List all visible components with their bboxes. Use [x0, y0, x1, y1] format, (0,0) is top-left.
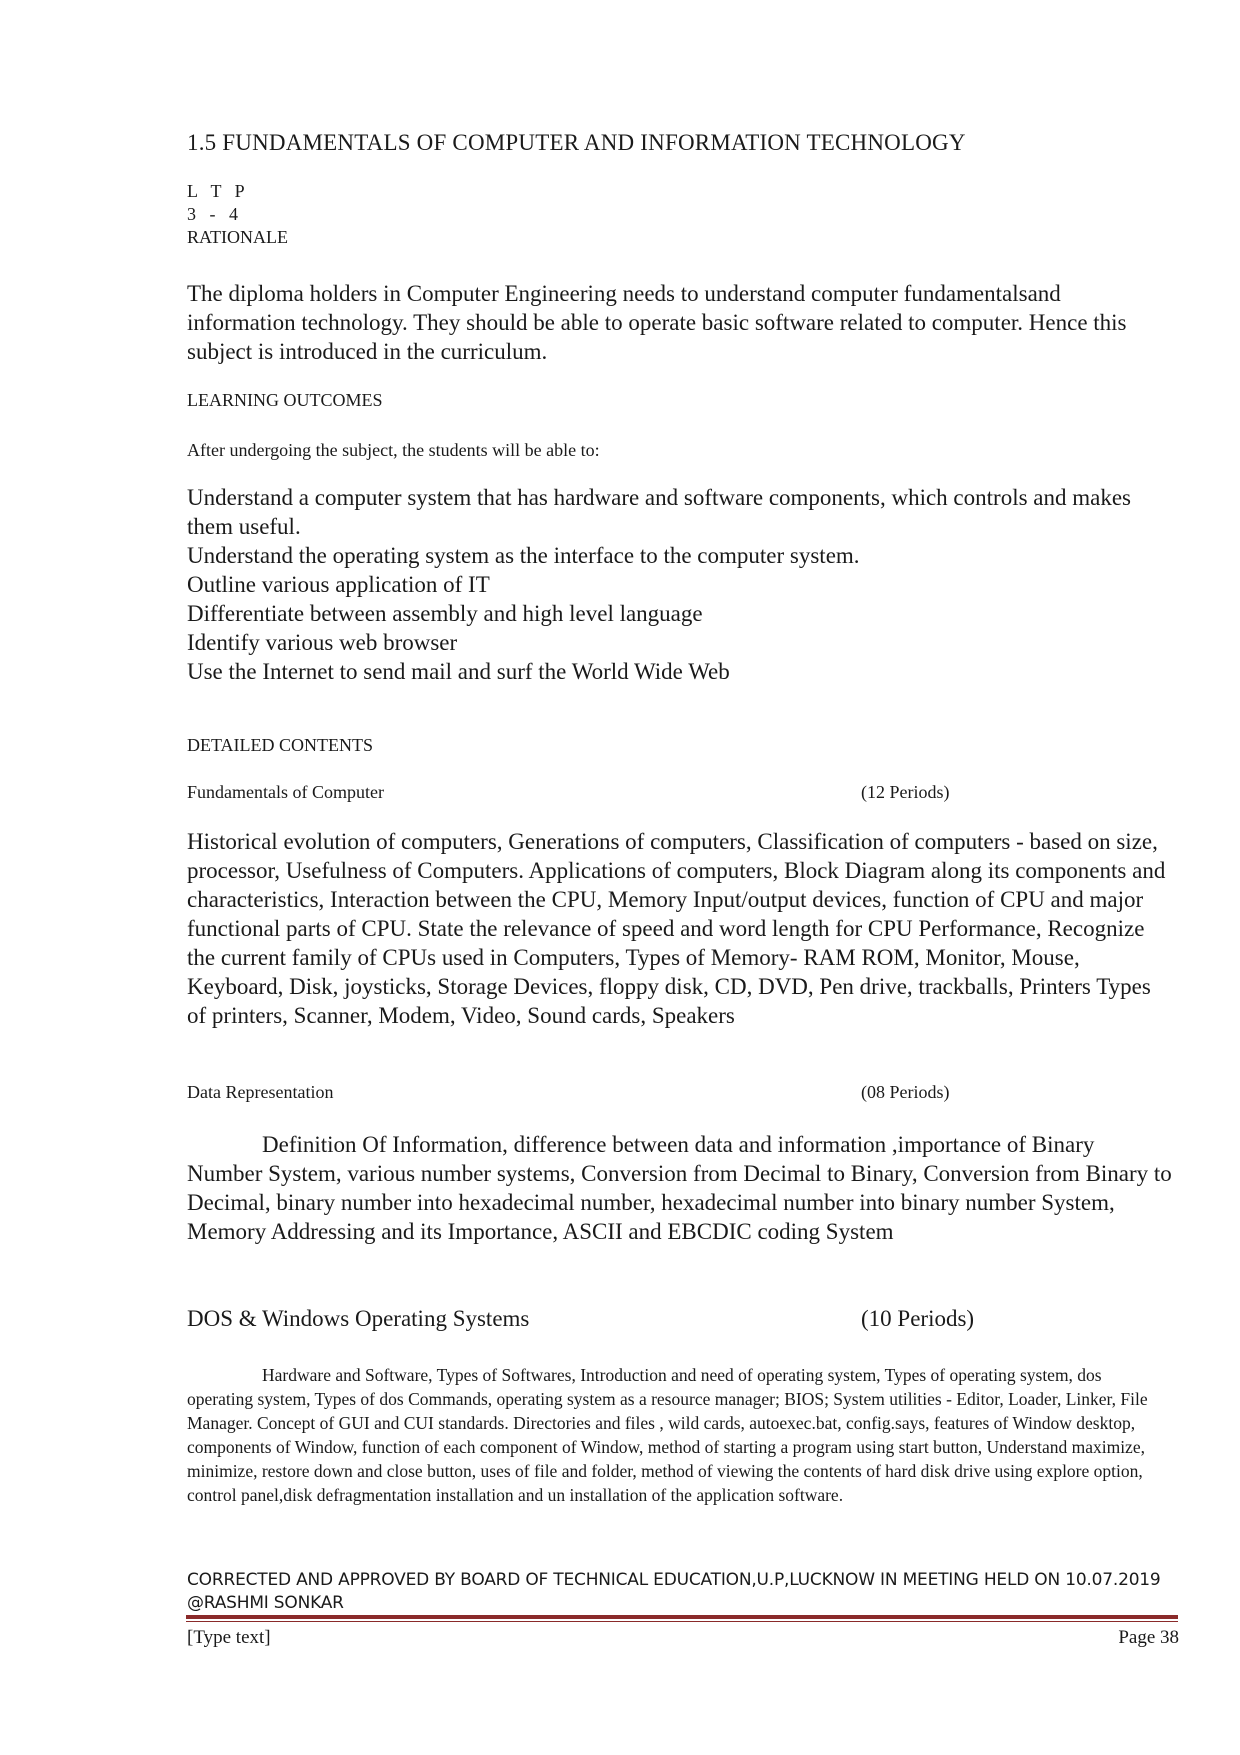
section-name: DOS & Windows Operating Systems	[187, 1306, 530, 1331]
section-periods: (08 Periods)	[861, 1082, 950, 1102]
list-item: Differentiate between assembly and high level language	[187, 601, 703, 626]
section-text-data-representation: Definition Of Information, difference between data and information ,importance of Binary Number System, various number systems, Conversion from Decimal to Binary, Conversion from Binary to Decimal, binary number into hexadecimal number, hexadecimal number into binary number System, Memory Addressing and its Importance, ASCII and EBCDIC coding System	[187, 1132, 1172, 1244]
ltp-values: 3 - 4	[187, 204, 238, 224]
rationale-heading: RATIONALE	[187, 227, 288, 247]
list-item: Understand the operating system as the interface to the computer system.	[187, 543, 860, 568]
learning-outcomes-heading: LEARNING OUTCOMES	[187, 390, 383, 410]
detailed-contents-heading: DETAILED CONTENTS	[187, 735, 374, 755]
approval-note: CORRECTED AND APPROVED BY BOARD OF TECHNICAL EDUCATION,U.P,LUCKNOW IN MEETING HELD ON 10.07.2019 @RASHMI SONKAR	[187, 1570, 1161, 1613]
learning-outcomes-list	[187, 483, 1172, 686]
section-text-fundamentals: Historical evolution of computers, Generations of computers, Classification of computers - based on size, processor, Usefulness of Computers. Applications of computers, Block Diagram along its components and characteristics, Interaction between the CPU, Memory Input/output devices, function of CPU and major functional parts of CPU. State the relevance of speed and word length for CPU Performance, Recognize the current family of CPUs used in Computers, Types of Memory- RAM ROM, Monitor, Mouse, Keyboard, Disk, joysticks, Storage Devices, floppy disk, CD, DVD, Pen drive, trackballs, Printers Types of printers, Scanner, Modem, Video, Sound cards, Speakers	[187, 829, 1166, 1028]
section-periods: (10 Periods)	[861, 1306, 975, 1331]
footer-rule-thin	[186, 1621, 1178, 1622]
rationale-text: The diploma holders in Computer Engineering needs to understand computer fundamentalsand information technology. They should be able to operate basic software related to computer. Hence this subject is introduced in the curriculum.	[187, 281, 1127, 364]
footer-left-text: [Type text]	[187, 1627, 271, 1648]
page-title: 1.5 FUNDAMENTALS OF COMPUTER AND INFORMATION TECHNOLOGY	[187, 130, 966, 155]
list-item: Understand a computer system that has hardware and software components, which controls and makes them useful.	[187, 485, 1131, 539]
learning-outcomes-intro: After undergoing the subject, the students will be able to:	[187, 440, 600, 460]
ltp-header: L T P	[187, 181, 245, 201]
section-periods: (12 Periods)	[861, 782, 950, 802]
section-text-dos-windows: Hardware and Software, Types of Softwares, Introduction and need of operating system, Types of operating system, dos operating system, Types of dos Commands, operating system as a resource manager; BIOS; System utilities - Editor, Loader, Linker, File Manager. Concept of GUI and CUI standards. Directories and files , wild cards, autoexec.bat, config.says, features of Window desktop, components of Window, function of each component of Window, method of starting a program using start button, Understand maximize, minimize, restore down and close button, uses of file and folder, method of viewing the contents of hard disk drive using explore option, control panel,disk defragmentation installation and un installation of the application software.	[187, 1365, 1148, 1505]
page-number: Page 38	[1118, 1627, 1179, 1648]
list-item: Outline various application of IT	[187, 572, 490, 597]
section-name: Data Representation	[187, 1082, 334, 1102]
list-item: Identify various web browser	[187, 630, 458, 655]
section-name: Fundamentals of Computer	[187, 782, 384, 802]
ltp-block	[187, 180, 1172, 249]
list-item: Use the Internet to send mail and surf the World Wide Web	[187, 659, 730, 684]
footer-rule	[186, 1615, 1178, 1619]
